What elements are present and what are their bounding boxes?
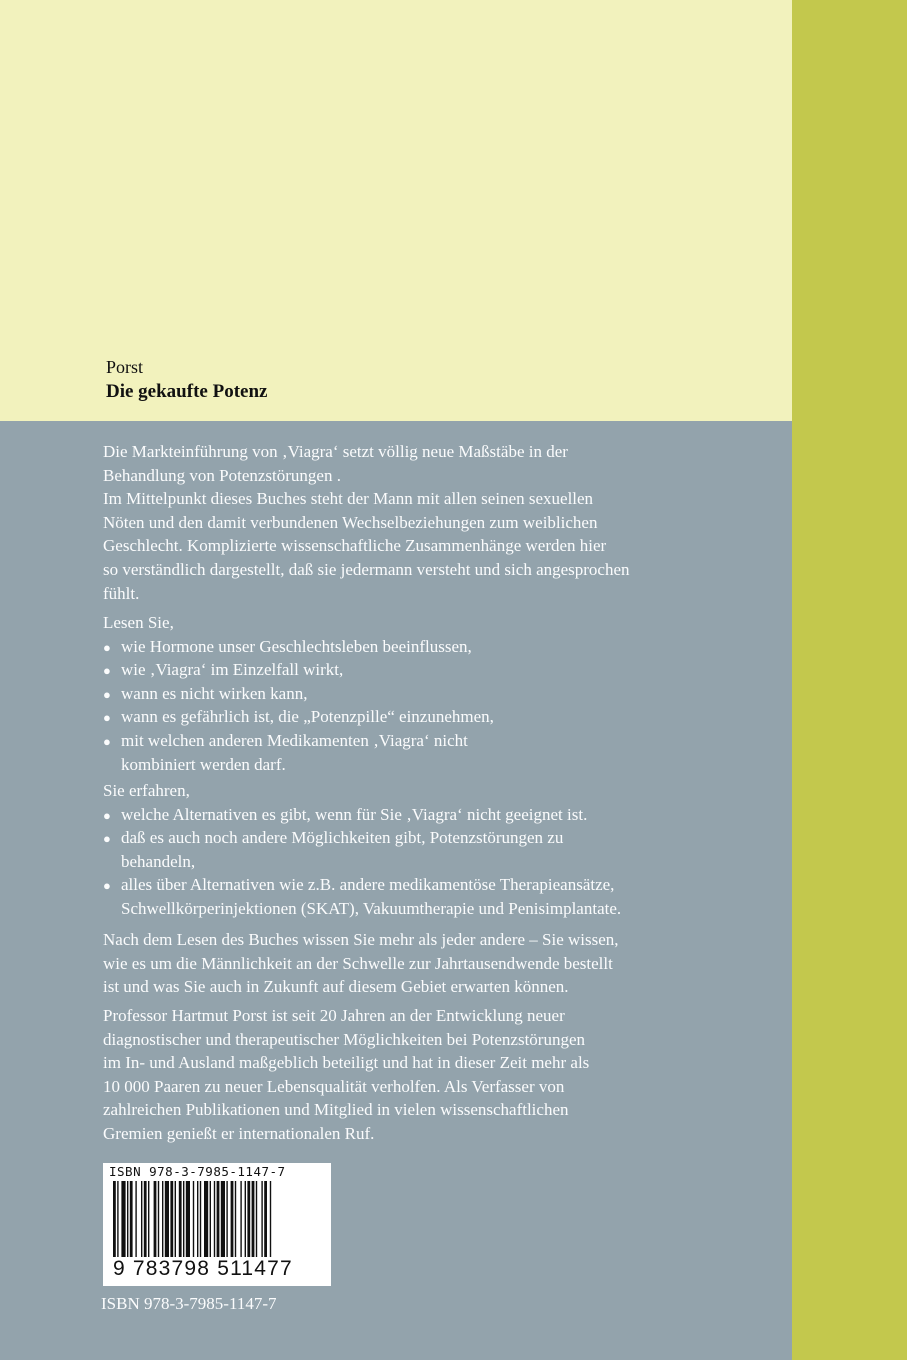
- barcode-bar: [186, 1181, 190, 1257]
- barcode-bar: [264, 1181, 267, 1257]
- barcode-bar: [135, 1181, 136, 1257]
- barcode-bar: [113, 1181, 116, 1257]
- barcode-bar: [170, 1181, 173, 1257]
- intro-line: Behandlung von Potenzstörungen .: [103, 465, 341, 485]
- barcode-bar: [148, 1181, 149, 1257]
- author-bio-paragraph: [103, 1004, 689, 1146]
- intro-line: Nöten und den damit verbundenen Wechselbeziehungen zum weiblichen: [103, 512, 598, 532]
- barcode-bar: [117, 1181, 118, 1257]
- barcode-bar: [247, 1181, 250, 1257]
- barcode-bar: [204, 1181, 208, 1257]
- barcode-bar: [256, 1181, 257, 1257]
- barcode-bar: [245, 1181, 246, 1257]
- list-item: ● wie ‚Viagra‘ im Einzelfall wirkt,: [103, 658, 689, 682]
- bio-line: diagnostischer und therapeutischer Möglichkeiten bei Potenzstörungen: [103, 1029, 586, 1049]
- lesen-list: [103, 635, 689, 777]
- barcode-bar: [270, 1181, 271, 1257]
- bio-line: Gremien genießt er internationalen Ruf.: [103, 1123, 375, 1143]
- barcode-bar: [197, 1181, 198, 1257]
- intro-line: so verständlich dargestellt, daß sie jedermann versteht und sich angesprochen: [103, 559, 630, 579]
- bio-line: 10 000 Paaren zu neuer Lebensqualität verholfen. Als Verfasser von: [103, 1076, 565, 1096]
- barcode-bar: [162, 1181, 163, 1257]
- book-title: Die gekaufte Potenz: [106, 381, 268, 402]
- barcode-bar: [217, 1181, 220, 1257]
- list-item: ● alles über Alternativen wie z.B. andere medikamentöse Therapieansätze, Schwellkörperinjektionen (SKAT), Vakuumtherapie und Penisimplantate.: [103, 873, 689, 920]
- barcode-bar: [193, 1181, 194, 1257]
- isbn-number: ISBN 978-3-7985-1147-7: [101, 1294, 277, 1313]
- barcode-bar: [165, 1181, 169, 1257]
- barcode-bar: [214, 1181, 215, 1257]
- barcode-bar: [235, 1181, 236, 1257]
- summary-line: Nach dem Lesen des Buches wissen Sie mehr als jeder andere – Sie wissen,: [103, 930, 619, 949]
- intro-line: Die Markteinführung von ‚Viagra‘ setzt völlig neue Maßstäbe in der: [103, 442, 568, 461]
- barcode-bar: [179, 1181, 182, 1257]
- barcode-bar: [252, 1181, 255, 1257]
- barcode-bar: [200, 1181, 201, 1257]
- barcode-bar: [183, 1181, 184, 1257]
- barcode-bar: [144, 1181, 147, 1257]
- barcode-bar: [175, 1181, 176, 1257]
- barcode-bar: [261, 1181, 262, 1257]
- list-item: ● wann es gefährlich ist, die „Potenzpille“ einzunehmen,: [103, 705, 689, 729]
- barcode-bar: [221, 1181, 225, 1257]
- list-item: ● welche Alternativen es gibt, wenn für Sie ‚Viagra‘ nicht geeignet ist.: [103, 803, 689, 827]
- summary-line: ist und was Sie auch in Zukunft auf diesem Gebiet erwarten können.: [103, 977, 569, 997]
- barcode-bar: [121, 1181, 125, 1257]
- erfahren-section: [103, 779, 689, 921]
- barcode-label: [103, 1163, 331, 1286]
- barcode-bar: [231, 1181, 234, 1257]
- barcode-digits: 9 783798 511477: [113, 1257, 293, 1280]
- bio-line: im In- und Ausland maßgeblich beteiligt und hat in dieser Zeit mehr als: [103, 1053, 590, 1073]
- intro-line: fühlt.: [103, 583, 140, 603]
- bio-line: zahlreichen Publikationen und Mitglied in vielen wissenschaftlichen: [103, 1100, 569, 1120]
- barcode-bar: [210, 1181, 211, 1257]
- list-item: ● wie Hormone unser Geschlechtsleben beeinflussen,: [103, 635, 689, 659]
- intro-paragraph: [103, 440, 689, 605]
- list-item: ● wann es nicht wirken kann,: [103, 682, 689, 706]
- list-item: ● daß es auch noch andere Möglichkeiten gibt, Potenzstörungen zu behandeln,: [103, 826, 631, 873]
- spine-strip: [792, 0, 907, 1360]
- barcode-bar: [240, 1181, 241, 1257]
- barcode-icon: [113, 1181, 323, 1257]
- lesen-section: [103, 611, 689, 776]
- barcode-bar: [127, 1181, 128, 1257]
- barcode-bar: [154, 1181, 157, 1257]
- summary-paragraph: [103, 928, 689, 999]
- barcode-bar: [141, 1181, 142, 1257]
- summary-line: wie es um die Männlichkeit an der Schwelle zur Jahrtausendwende bestellt: [103, 953, 613, 973]
- bio-line: Professor Hartmut Porst ist seit 20 Jahren an der Entwicklung neuer: [103, 1006, 565, 1025]
- barcode-bar: [226, 1181, 227, 1257]
- lesen-heading: Lesen Sie,: [103, 613, 174, 632]
- barcode-bar: [158, 1181, 159, 1257]
- intro-line: Geschlecht. Komplizierte wissenschaftliche Zusammenhänge werden hier: [103, 536, 607, 556]
- erfahren-heading: Sie erfahren,: [103, 781, 190, 800]
- author-name: Porst: [106, 357, 144, 377]
- erfahren-list: [103, 803, 689, 921]
- list-item: ● mit welchen anderen Medikamenten ‚Viagra‘ nicht kombiniert werden darf.: [103, 729, 521, 776]
- barcode-isbn-text: ISBN 978-3-7985-1147-7: [109, 1164, 286, 1179]
- intro-line: Im Mittelpunkt dieses Buches steht der Mann mit allen seinen sexuellen: [103, 489, 594, 509]
- barcode-bar: [130, 1181, 133, 1257]
